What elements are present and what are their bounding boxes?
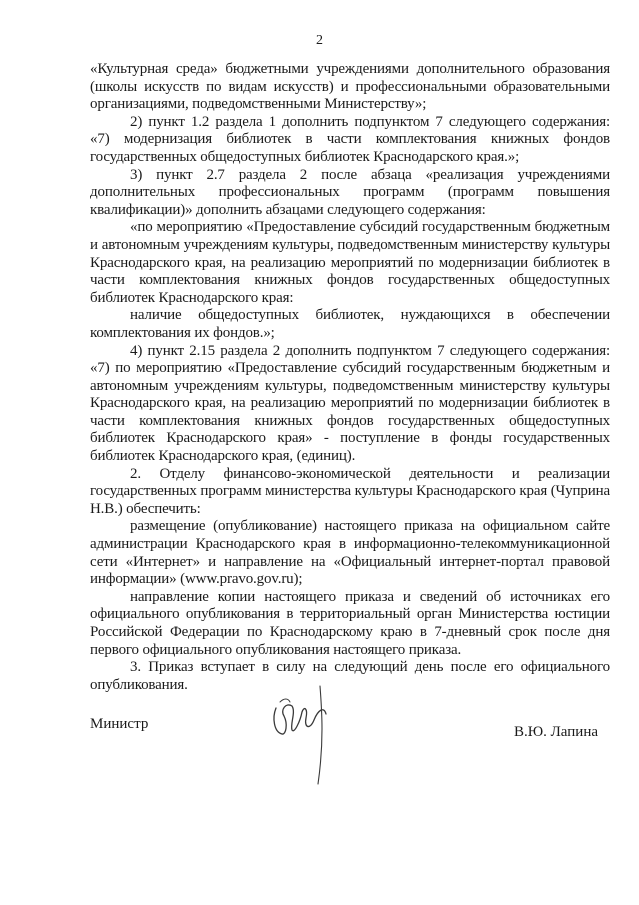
paragraph: 3. Приказ вступает в силу на следующий день после его официального опубликования.	[90, 659, 610, 693]
handwritten-signature	[262, 672, 342, 792]
paragraph: направление копии настоящего приказа и сведений об источниках его официального опубликования в территориальный орган Министерства юстиции Российской Федерации по Краснодарскому краю в 7-дневный срок после дня первого официального опубликования настоящего приказа.	[90, 588, 610, 658]
signatory-name: В.Ю. Лапина	[513, 724, 598, 740]
paragraph: «по мероприятию «Предоставление субсидий государственным бюджетным и автономным учреждениям культуры, подведомственным министерству культуры Краснодарского края, на реализацию мероприятий по модернизации библиотек в части комплектования книжных фондов государственных общедоступных библиотек Краснодарского края:	[90, 219, 610, 306]
paragraph: 3) пункт 2.7 раздела 2 после абзаца «реализация учреждениями дополнительных профессиональных программ (программ повышения квалификации)» дополнить абзацами следующего содержания:	[90, 166, 610, 218]
paragraph: 4) пункт 2.15 раздела 2 дополнить подпунктом 7 следующего содержания: «7) по мероприятию «Предоставление субсидий государственным бюджетным и автономным учреждениям культуры, подведомственным министерству культуры Краснодарского края, на реализацию мероприятий по модернизации библиотек в части комплектования книжных фондов государственных общедоступных библиотек Краснодарского края» - поступление в фонды государственных библиотек Краснодарского края, (единиц).	[90, 342, 610, 465]
paragraph: наличие общедоступных библиотек, нуждающихся в обеспечении комплектования их фондов.»;	[90, 307, 610, 341]
paragraph: 2) пункт 1.2 раздела 1 дополнить подпунктом 7 следующего содержания: «7) модернизация библиотек в части комплектования книжных фондов государственных общедоступных библиотек Краснодарского края.»;	[90, 113, 610, 165]
document-body	[90, 61, 610, 694]
paragraph: 2. Отделу финансово-экономической деятельности и реализации государственных программ министерства культуры Краснодарского края (Чуприна Н.В.) обеспечить:	[90, 465, 610, 517]
paragraph: размещение (опубликование) настоящего приказа на официальном сайте администрации Краснодарского края в информационно-телекоммуникационной сети «Интернет» и направление на «Официальный интернет-портал правовой информации» (www.pravo.gov.ru);	[90, 518, 610, 588]
signature-block	[90, 716, 610, 746]
paragraph: «Культурная среда» бюджетными учреждениями дополнительного образования (школы искусств по видам искусств) и профессиональными образовательными организациями, подведомственными Министерству»;	[90, 61, 610, 113]
signatory-title: Министр	[90, 716, 149, 732]
page-number: 2	[316, 33, 323, 48]
